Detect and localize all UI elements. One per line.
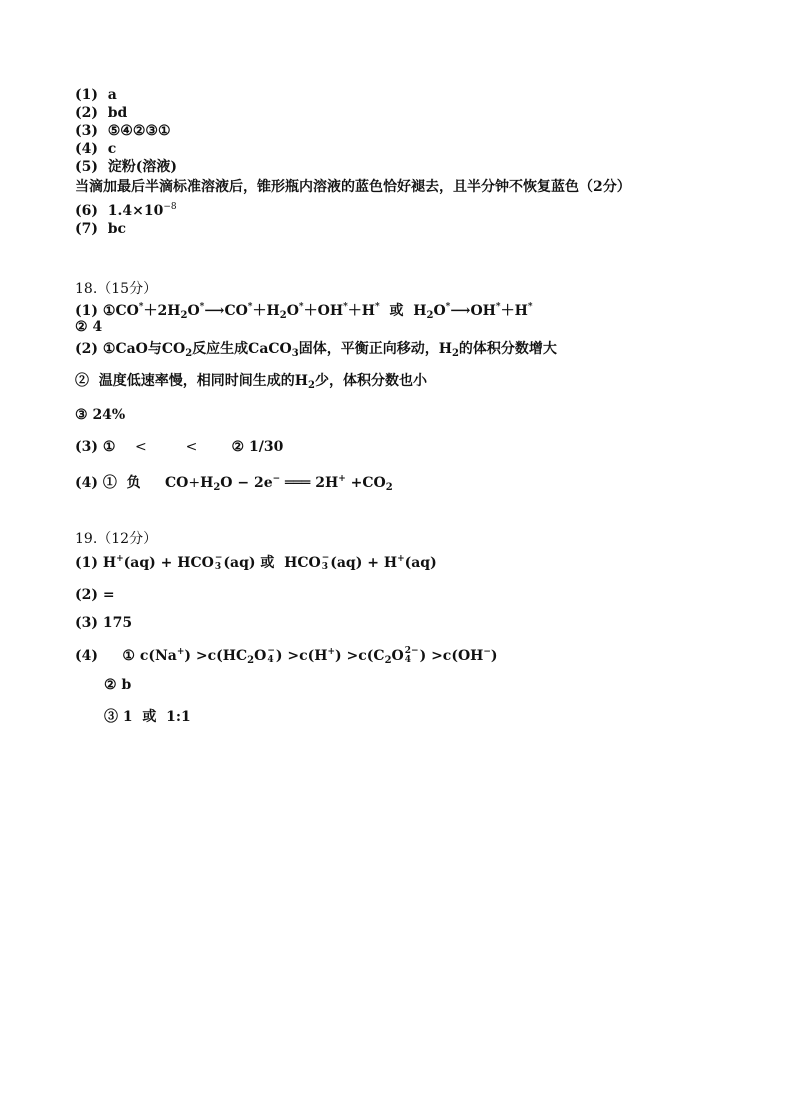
formula: 2H (315, 475, 339, 491)
text: 与 (147, 341, 162, 357)
circled-number: ① (102, 303, 116, 319)
superscript: − (321, 553, 330, 563)
concentration: c(OH (442, 648, 484, 664)
item-number: (7) (75, 221, 98, 237)
plus-sign: + (188, 475, 201, 491)
answer-value: bc (107, 221, 127, 237)
formula: 2e (253, 475, 273, 491)
q19-part2 (75, 586, 115, 604)
formula: H (102, 555, 117, 571)
formula: HCO (284, 555, 321, 571)
subscript: 2 (426, 310, 434, 321)
answer-value: 24% (92, 407, 126, 423)
adsorbed-mark: * (375, 302, 380, 312)
superscript: − (267, 646, 275, 656)
plus-sign: ＋ (347, 303, 362, 319)
text: 少，体积分数也小 (314, 373, 427, 389)
subscript: 3 (321, 562, 328, 572)
item-number: (4) (75, 141, 98, 157)
subscript: 2 (185, 348, 193, 359)
subscript: 2 (247, 655, 255, 666)
answer-value: ⑤④②③① (107, 123, 171, 139)
q19-part4-answer2 (104, 676, 131, 694)
item-number: (1) (75, 303, 98, 319)
circled-number: ③ (104, 709, 118, 725)
superscript: + (327, 647, 336, 657)
item-number: (5) (75, 159, 98, 175)
item-number: (6) (75, 203, 98, 219)
formula: H (383, 555, 398, 571)
answer-value: 1:1 (166, 709, 191, 725)
answer-1 (75, 86, 117, 104)
circled-number: ③ (75, 407, 88, 423)
formula: H (438, 341, 452, 357)
state-label: (aq) (223, 555, 256, 571)
formula: CO (165, 475, 189, 491)
circled-number: ① (102, 341, 116, 357)
answer-6 (75, 198, 177, 220)
electrode-label: 负 (126, 475, 141, 491)
text: 的体积分数增大 (458, 341, 557, 357)
item-number: (4) (75, 648, 98, 664)
formula: H (361, 303, 376, 319)
q18-part2-answer1 (75, 340, 557, 363)
answer-value: 淀粉(溶液) (107, 159, 177, 175)
q19-heading: 19.（12分） (75, 531, 158, 547)
answer-2 (75, 104, 127, 122)
formula: O (187, 303, 200, 319)
superscript: − (483, 647, 491, 657)
formula: O (286, 303, 299, 319)
answer-4 (75, 140, 116, 158)
adsorbed-mark: * (527, 302, 533, 312)
subscript: 2 (180, 310, 188, 321)
q18-part2-answer2 (75, 372, 427, 395)
item-number: (3) (75, 439, 98, 455)
q19-part3 (75, 614, 132, 632)
adsorbed-mark: * (495, 302, 501, 312)
formula: H (514, 303, 528, 319)
subscript: 2 (213, 482, 221, 493)
state-label: (aq) (330, 555, 363, 571)
subscript: 4 (267, 655, 274, 665)
formula: H (266, 303, 280, 319)
subscript: 3 (214, 562, 222, 572)
q18-heading: 18.（15分） (75, 281, 158, 297)
circled-number: ② (75, 319, 88, 335)
q18-part3 (75, 438, 283, 456)
formula: CaO (115, 341, 148, 357)
plus-sign: + (367, 555, 379, 571)
q18-part2-answer3 (75, 406, 125, 424)
formula: CO (115, 303, 139, 319)
concentration: c(H (299, 648, 328, 664)
state-label: (aq) (404, 555, 437, 571)
text: 固体，平衡正向移动， (298, 341, 439, 357)
subscript: 2 (307, 380, 315, 391)
formula: CO (161, 341, 186, 357)
state-label: (aq) (123, 555, 156, 571)
subscript: 2 (385, 482, 393, 493)
concentration: c(HC (207, 648, 248, 664)
formula: H (413, 303, 427, 319)
q19-part1-equation (75, 550, 437, 572)
reaction-arrow: ⟶ (204, 303, 225, 319)
formula: CO (224, 303, 248, 319)
equals-sign: ═══ (285, 475, 311, 491)
plus-sign: ＋ (143, 303, 158, 319)
text: 反应生成 (192, 341, 249, 357)
comparison-sign: < (185, 439, 198, 455)
item-number: (2) (75, 105, 98, 121)
or-word: 或 (389, 303, 404, 319)
superscript: − (272, 474, 281, 484)
circled-number: ② (104, 677, 117, 693)
formula: O (254, 648, 267, 664)
coefficient: 2 (157, 303, 168, 319)
comparison-sign: < (134, 439, 147, 455)
formula: H (200, 475, 214, 491)
bracket: ) (419, 648, 427, 664)
answer-5-explanation: 当滴加最后半滴标准溶液后，锥形瓶内溶液的蓝色恰好褪去，且半分钟不恢复蓝色（2分） (75, 179, 631, 195)
adsorbed-mark: * (298, 302, 304, 312)
or-word: 或 (260, 555, 275, 571)
plus-sign: ＋ (500, 303, 515, 319)
bracket: ) (184, 648, 192, 664)
superscript: 2− (404, 646, 419, 656)
plus-sign: ＋ (303, 303, 318, 319)
exponent: −8 (163, 202, 177, 212)
superscript: + (116, 554, 124, 564)
subscript: 3 (291, 348, 299, 359)
subscript: 2 (279, 310, 287, 321)
answer-value: bd (107, 105, 128, 121)
answer-value: 1 (122, 709, 133, 725)
adsorbed-mark: * (199, 302, 205, 312)
answer-value: 1/30 (248, 439, 284, 455)
bracket: ) (490, 648, 498, 664)
q18-part1-equation (75, 298, 533, 325)
plus-sign: + (160, 555, 173, 571)
concentration: c(Na (139, 648, 177, 664)
superscript: + (338, 474, 346, 484)
circled-number: ② (231, 439, 245, 455)
reaction-arrow: ⟶ (450, 303, 471, 319)
answer-value: = (102, 587, 115, 603)
formula: +CO (350, 475, 386, 491)
adsorbed-mark: * (445, 302, 451, 312)
minus-sign: − (237, 475, 250, 491)
item-number: (1) (75, 555, 98, 571)
adsorbed-mark: * (138, 302, 144, 312)
answer-value: c (107, 141, 117, 157)
subscript: 2 (451, 348, 459, 359)
item-number: (4) (75, 475, 98, 491)
subscript: 4 (404, 655, 412, 665)
formula: O (220, 475, 233, 491)
answer-3 (75, 122, 171, 140)
item-number: (3) (75, 123, 98, 139)
answer-value: 4 (92, 319, 103, 335)
comparison-sign: > (287, 648, 300, 664)
answer-7 (75, 220, 126, 238)
adsorbed-mark: * (247, 302, 253, 312)
answer-value: b (121, 677, 132, 693)
formula: H (167, 303, 181, 319)
or-word: 或 (142, 709, 157, 725)
circled-number: ① (102, 475, 117, 491)
answer-value: a (107, 87, 117, 103)
q18-part1-answer2 (75, 318, 102, 336)
answer-5 (75, 158, 177, 176)
formula: CaCO (248, 341, 292, 357)
formula: OH (317, 303, 344, 319)
comparison-sign: > (431, 648, 443, 664)
superscript: + (397, 554, 405, 564)
answer-value: 175 (102, 615, 133, 631)
superscript: − (214, 553, 223, 563)
item-number: (2) (75, 587, 98, 603)
item-number: (2) (75, 341, 98, 357)
q18-part4-electrode-equation (75, 470, 393, 497)
formula: H (294, 373, 308, 389)
q19-part4-answer3 (104, 708, 191, 726)
circled-number: ① (122, 648, 135, 664)
adsorbed-mark: * (343, 302, 348, 312)
q19-part4-answer1 (75, 643, 498, 670)
item-number: (1) (75, 87, 98, 103)
superscript: + (176, 647, 185, 657)
formula: OH (470, 303, 496, 319)
circled-number: ① (102, 439, 116, 455)
formula: HCO (177, 555, 214, 571)
comparison-sign: > (346, 648, 359, 664)
formula: O (433, 303, 446, 319)
circled-number: ② (75, 373, 89, 389)
subscript: 2 (384, 655, 392, 666)
text: 温度低速率慢，相同时间生成的 (98, 373, 295, 389)
item-number: (3) (75, 615, 98, 631)
plus-sign: ＋ (252, 303, 267, 319)
concentration: c(C (358, 648, 385, 664)
formula: O (391, 648, 404, 664)
comparison-sign: > (195, 648, 208, 664)
answer-value: 1.4×10 (107, 203, 164, 219)
bracket: ) (275, 648, 283, 664)
bracket: ) (335, 648, 342, 664)
